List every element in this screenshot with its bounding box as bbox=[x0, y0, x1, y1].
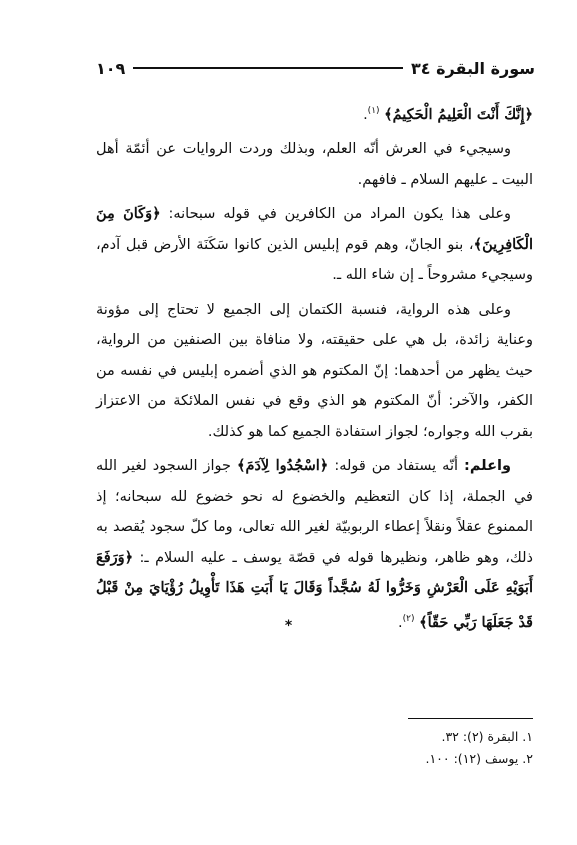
lead-word: واعلم: bbox=[464, 458, 511, 475]
paragraph-4 bbox=[96, 451, 533, 638]
quran-verse: ﴿وَرَفَعَ أَبَوَيْهِ عَلَى الْعَرْشِ وَخَرُّوا لَهُ سُجَّداً وَقَالَ يَا أَبَتِ هَذَا تَأْوِيلُ رُؤْيَايَ مِنْ قَبْلُ قَدْ جَعَلَهَا رَبِّي حَقّاً﴾ bbox=[96, 548, 533, 631]
quran-verse: ﴿اسْجُدُوا لِآدَمَ﴾ bbox=[236, 457, 329, 475]
footnote-rule bbox=[408, 718, 533, 719]
paragraph-3: وعلى هذه الرواية، فنسبة الكتمان إلى الجميع لا تحتاج إلى مؤونة وعناية زائدة، بل هي على حقيقته، ولا منافاة بين الصنفين من الرواية، حيث يظهر من أحدهما: إنّ المكتوم هو الذي أضمره إبليس في نفسه من الكفر، والآخر: أنّ المكتوم هو الذي وقع في نفس الملائكة من الاعتزاز بقرب الله وجواره؛ لجواز استفادة الجميع كما هو كذلك. bbox=[96, 301, 533, 440]
footnote-ref: (١) bbox=[367, 106, 380, 116]
paragraph-1: وسيجيء في العرش أنّه العلم، وبذلك وردت الروايات عن أئمّة أهل البيت ـ عليهم السلام ـ فافهم. bbox=[96, 141, 533, 188]
text-fragment: وعلى هذا يكون المراد من الكافرين في قوله سبحانه: bbox=[168, 206, 511, 223]
text-fragment: ، بنو الجانّ، وهم قوم إبليس الذين كانوا سَكَنَة الأرض قبل آدم، وسيجيء مشروحاً ـ إن شاء الله ـ. bbox=[96, 236, 533, 284]
paragraph-verse-ending bbox=[96, 96, 533, 130]
text-fragment: . bbox=[363, 106, 368, 123]
footnote-2: ٢. يوسف (١٢): ١٠٠. bbox=[425, 751, 533, 766]
quran-verse: ﴿إِنَّكَ أَنْتَ الْعَلِيمُ الْحَكِيمُ﴾ bbox=[384, 105, 533, 123]
text-fragment: أنّه يستفاد من قوله: bbox=[334, 458, 459, 475]
footnotes bbox=[96, 726, 533, 770]
page-body bbox=[96, 96, 533, 642]
text-fragment: جواز السجود لغير الله في الجملة، إذا كان التعظيم والخضوع له نحو خضوع لله سبحانه؛ إذ الممنوع عقلاً ونقلاً إعطاء الربوبيّة لغير الله تعالى، وما كلّ سجود يُقصد به ذلك، وهو ظاهر، ونظيرها قوله في قصّة يوسف ـ عليه السلام ـ: bbox=[96, 458, 533, 566]
footnote-ref: (٢) bbox=[402, 613, 415, 624]
text-fragment: . bbox=[398, 614, 403, 631]
footnote-1: ١. البقرة (٢): ٣٢. bbox=[441, 729, 533, 744]
quran-verse: ﴿وَكَانَ مِنَ الْكَافِرِينَ﴾ bbox=[96, 205, 533, 253]
page-header bbox=[96, 56, 535, 80]
header-rule bbox=[133, 67, 403, 69]
section-separator: * bbox=[284, 618, 293, 634]
chapter-title: سورة البقرة ٣٤ bbox=[410, 58, 535, 78]
page-number: ١٠٩ bbox=[96, 58, 126, 78]
paragraph-2 bbox=[96, 199, 533, 291]
